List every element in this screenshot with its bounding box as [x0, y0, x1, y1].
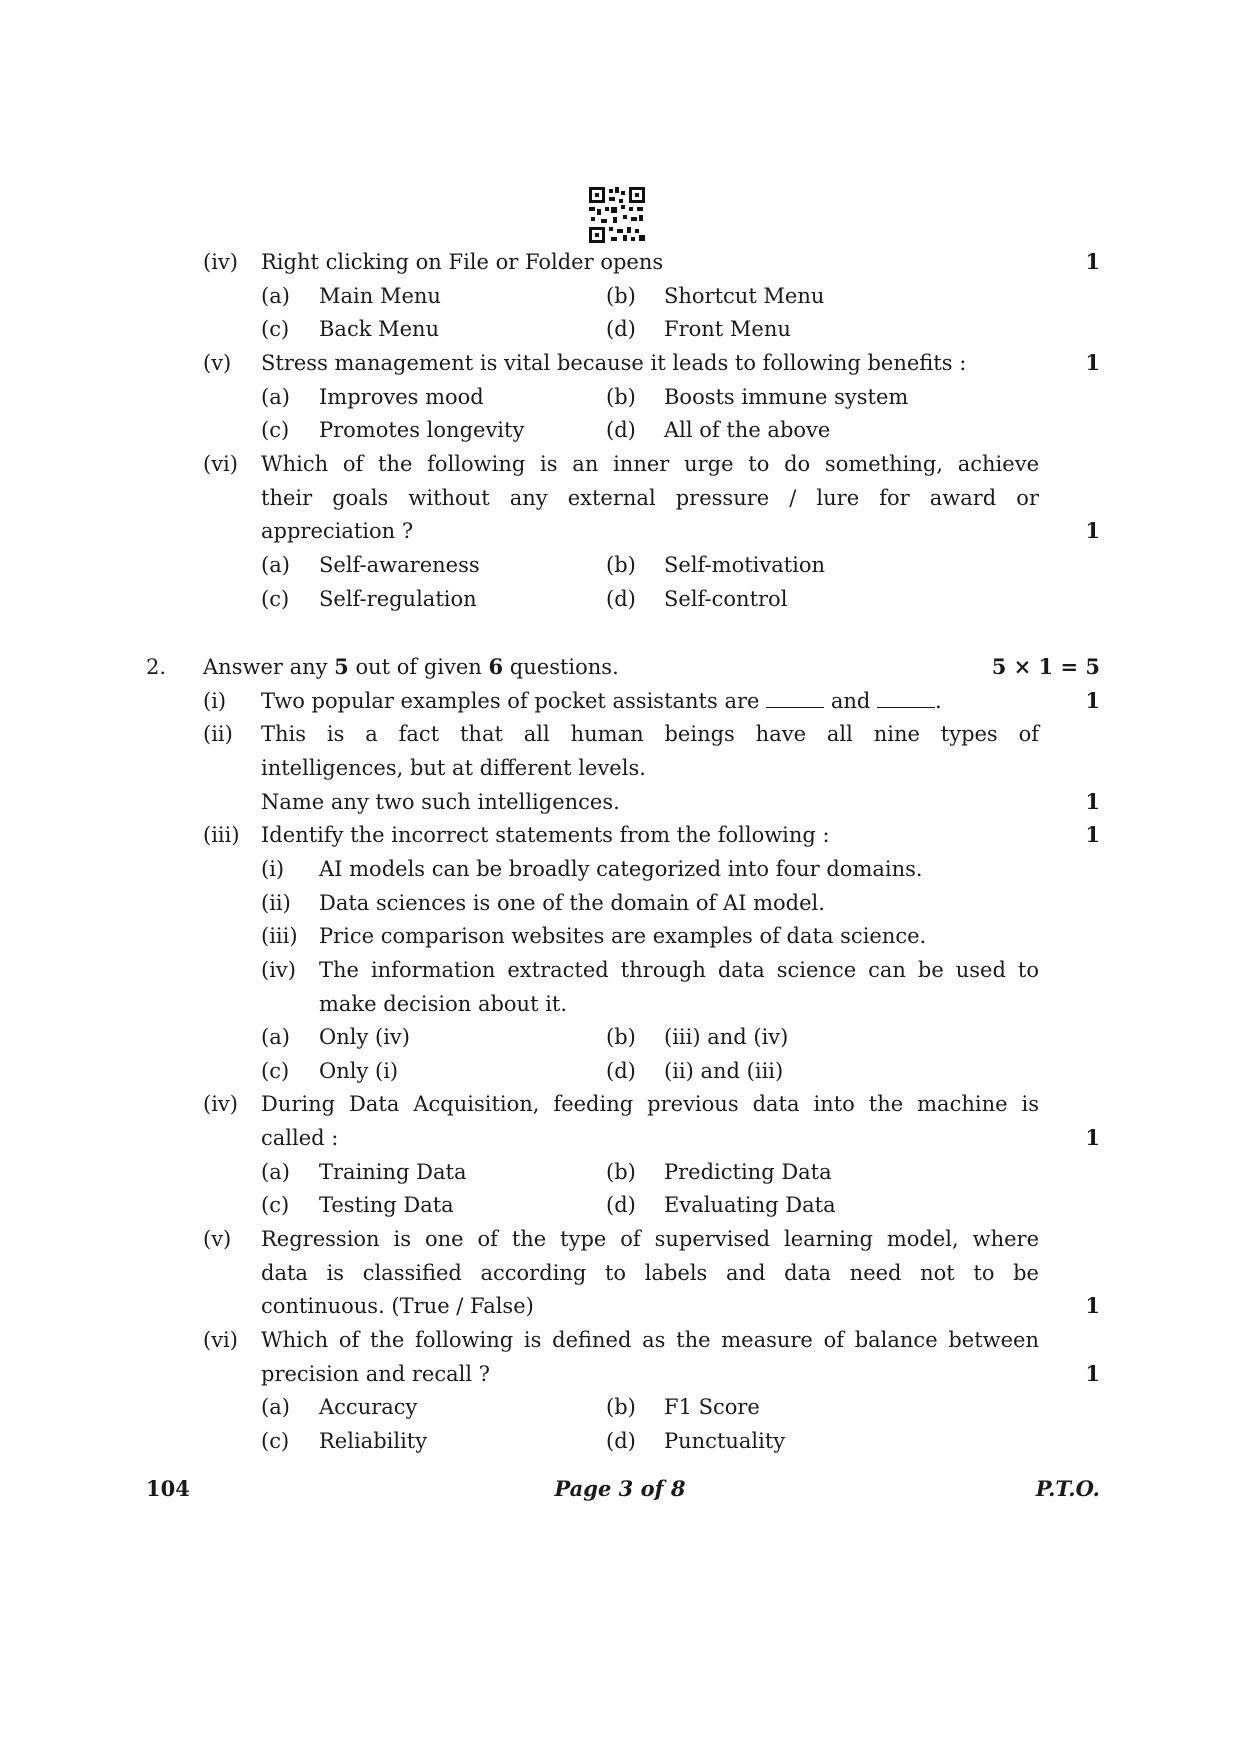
option-key: (d)	[606, 1429, 636, 1453]
option-key: (a)	[261, 553, 290, 577]
option-text: Back Menu	[319, 317, 440, 341]
q2-ii-text-line1: This is a fact that all human beings have all nine types of	[261, 722, 1039, 746]
q2-v-text-line1: Regression is one of the type of supervised learning model, where	[261, 1227, 1039, 1251]
statement-text: Data sciences is one of the domain of AI model.	[319, 891, 825, 915]
q1-vi-text-line3: appreciation ?	[261, 519, 414, 543]
answer-blank	[877, 687, 935, 708]
q2-iii-marks: 1	[1085, 822, 1100, 847]
option-text: Self-regulation	[319, 587, 477, 611]
q2-iii-text: Identify the incorrect statements from the following :	[261, 823, 830, 847]
q1-v-text: Stress management is vital because it leads to following benefits :	[261, 351, 967, 375]
option-key: (b)	[606, 284, 636, 308]
option-text: (iii) and (iv)	[664, 1025, 789, 1049]
q1-vi-text-line1: Which of the following is an inner urge to do something, achieve	[261, 452, 1039, 476]
option-key: (a)	[261, 1395, 290, 1419]
q1-iv-marks: 1	[1085, 249, 1100, 274]
q2-ii-marks: 1	[1085, 789, 1100, 814]
qr-code-icon	[589, 187, 645, 243]
option-text: F1 Score	[664, 1395, 760, 1419]
option-text: Shortcut Menu	[664, 284, 825, 308]
q2-iv-marks: 1	[1085, 1125, 1100, 1150]
q2-vi-text-line2: precision and recall ?	[261, 1362, 491, 1386]
statement-text: The information extracted through data science can be used to	[319, 958, 1039, 982]
q1-iv-number: (iv)	[203, 250, 238, 274]
option-text: Boosts immune system	[664, 385, 909, 409]
q2-ii-text-line2: intelligences, but at different levels.	[261, 756, 646, 780]
q2-total-marks: 5 × 1 = 5	[991, 654, 1100, 679]
q2-v-text-line3: continuous. (True / False)	[261, 1294, 534, 1318]
option-text: Improves mood	[319, 385, 484, 409]
statement-key: (ii)	[261, 891, 291, 915]
q1-vi-text-line2: their goals without any external pressure / lure for award or	[261, 486, 1039, 510]
option-key: (d)	[606, 418, 636, 442]
option-text: Testing Data	[319, 1193, 454, 1217]
option-key: (c)	[261, 317, 290, 341]
option-text: Self-awareness	[319, 553, 480, 577]
q2-ii-number: (ii)	[203, 722, 233, 746]
option-text: Accuracy	[319, 1395, 418, 1419]
page-number: Page 3 of 8	[554, 1476, 686, 1501]
q2-v-number: (v)	[203, 1227, 232, 1251]
q2-iv-text-line2: called :	[261, 1126, 339, 1150]
option-text: Evaluating Data	[664, 1193, 836, 1217]
option-key: (a)	[261, 1160, 290, 1184]
option-key: (b)	[606, 1160, 636, 1184]
option-key: (d)	[606, 1059, 636, 1083]
statement-key: (i)	[261, 857, 285, 881]
option-key: (a)	[261, 385, 290, 409]
option-text: Main Menu	[319, 284, 441, 308]
q2-i-marks: 1	[1085, 688, 1100, 713]
statement-key: (iii)	[261, 924, 298, 948]
option-text: Predicting Data	[664, 1160, 832, 1184]
q2-number: 2.	[146, 655, 167, 679]
option-key: (c)	[261, 1429, 290, 1453]
option-text: Only (i)	[319, 1059, 399, 1083]
q2-instruction: Answer any 5 out of given 6 questions.	[203, 654, 619, 679]
q2-iv-text-line1: During Data Acquisition, feeding previous data into the machine is	[261, 1092, 1039, 1116]
option-text: Only (iv)	[319, 1025, 410, 1049]
option-key: (a)	[261, 284, 290, 308]
q2-i-number: (i)	[203, 689, 227, 713]
option-key: (c)	[261, 1059, 290, 1083]
q2-v-marks: 1	[1085, 1293, 1100, 1318]
paper-code: 104	[146, 1476, 190, 1501]
q2-i-text: Two popular examples of pocket assistants are and .	[261, 689, 942, 713]
q1-iv-text: Right clicking on File or Folder opens	[261, 250, 664, 274]
option-key: (b)	[606, 1395, 636, 1419]
option-key: (c)	[261, 587, 290, 611]
statement-text: make decision about it.	[319, 992, 568, 1016]
option-key: (b)	[606, 385, 636, 409]
q1-vi-marks: 1	[1085, 518, 1100, 543]
option-text: Training Data	[319, 1160, 467, 1184]
option-text: Self-control	[664, 587, 788, 611]
option-key: (d)	[606, 1193, 636, 1217]
q2-ii-text-line3: Name any two such intelligences.	[261, 790, 620, 814]
option-text: Self-motivation	[664, 553, 826, 577]
option-key: (c)	[261, 1193, 290, 1217]
q2-iii-number: (iii)	[203, 823, 240, 847]
q1-vi-number: (vi)	[203, 452, 238, 476]
pto-label: P.T.O.	[1035, 1476, 1100, 1501]
q2-vi-marks: 1	[1085, 1361, 1100, 1386]
q1-v-marks: 1	[1085, 350, 1100, 375]
option-key: (d)	[606, 317, 636, 341]
q2-v-text-line2: data is classified according to labels and data need not to be	[261, 1261, 1039, 1285]
option-key: (b)	[606, 1025, 636, 1049]
statement-key: (iv)	[261, 958, 296, 982]
option-text: Front Menu	[664, 317, 791, 341]
option-key: (b)	[606, 553, 636, 577]
option-key: (d)	[606, 587, 636, 611]
option-text: Promotes longevity	[319, 418, 525, 442]
answer-blank	[766, 687, 824, 708]
option-text: Punctuality	[664, 1429, 786, 1453]
option-key: (a)	[261, 1025, 290, 1049]
q1-v-number: (v)	[203, 351, 232, 375]
q2-vi-text-line1: Which of the following is defined as the measure of balance between	[261, 1328, 1039, 1352]
statement-text: AI models can be broadly categorized into four domains.	[319, 857, 923, 881]
q2-iv-number: (iv)	[203, 1092, 238, 1116]
option-text: Reliability	[319, 1429, 428, 1453]
q2-vi-number: (vi)	[203, 1328, 238, 1352]
statement-text: Price comparison websites are examples of data science.	[319, 924, 927, 948]
option-text: (ii) and (iii)	[664, 1059, 784, 1083]
option-key: (c)	[261, 418, 290, 442]
option-text: All of the above	[664, 418, 831, 442]
